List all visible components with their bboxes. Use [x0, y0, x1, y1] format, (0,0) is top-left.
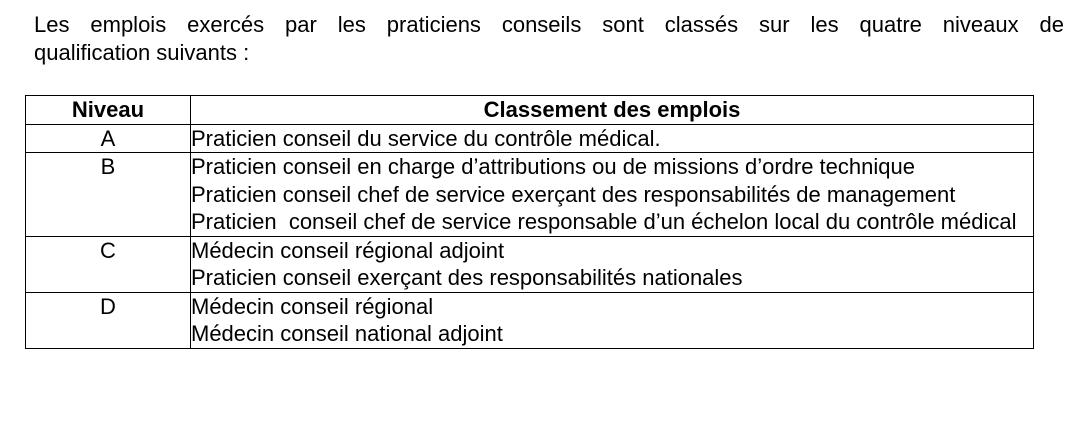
level-cell: B	[26, 153, 191, 237]
jobs-cell	[191, 236, 1034, 292]
level-cell: A	[26, 124, 191, 153]
table-row-a	[26, 124, 1034, 153]
job-title: Praticien conseil en charge d’attributions ou de missions d’ordre technique	[191, 154, 915, 179]
table-row-d	[26, 292, 1034, 348]
job-title: Médecin conseil national adjoint	[191, 321, 503, 346]
table-row-c	[26, 236, 1034, 292]
level-cell: D	[26, 292, 191, 348]
job-title: Praticien conseil chef de service exerçant des responsabilités de management	[191, 181, 956, 207]
job-title: Praticien conseil exerçant des responsabilités nationales	[191, 265, 743, 290]
qualification-levels-table	[25, 95, 1034, 349]
header-niveau: Niveau	[26, 96, 191, 125]
intro-text-line-1: Les emplois exercés par les praticiens conseils sont classés sur les quatre niveaux de	[34, 12, 1064, 37]
jobs-cell	[191, 292, 1034, 348]
jobs-cell	[191, 153, 1034, 237]
job-title: Praticien conseil du service du contrôle médical.	[191, 125, 661, 151]
intro-text-line-2: qualification suivants :	[34, 40, 250, 65]
table-row-b	[26, 153, 1034, 237]
job-title: Praticien conseil chef de service responsable d’un échelon local du contrôle médical	[191, 209, 1017, 234]
job-title: Médecin conseil régional adjoint	[191, 237, 505, 263]
intro-paragraph	[34, 11, 1064, 67]
jobs-cell	[191, 124, 1034, 153]
job-title: Médecin conseil régional	[191, 293, 434, 319]
table-header-row	[26, 96, 1034, 125]
level-cell: C	[26, 236, 191, 292]
header-classement: Classement des emplois	[191, 96, 1034, 125]
